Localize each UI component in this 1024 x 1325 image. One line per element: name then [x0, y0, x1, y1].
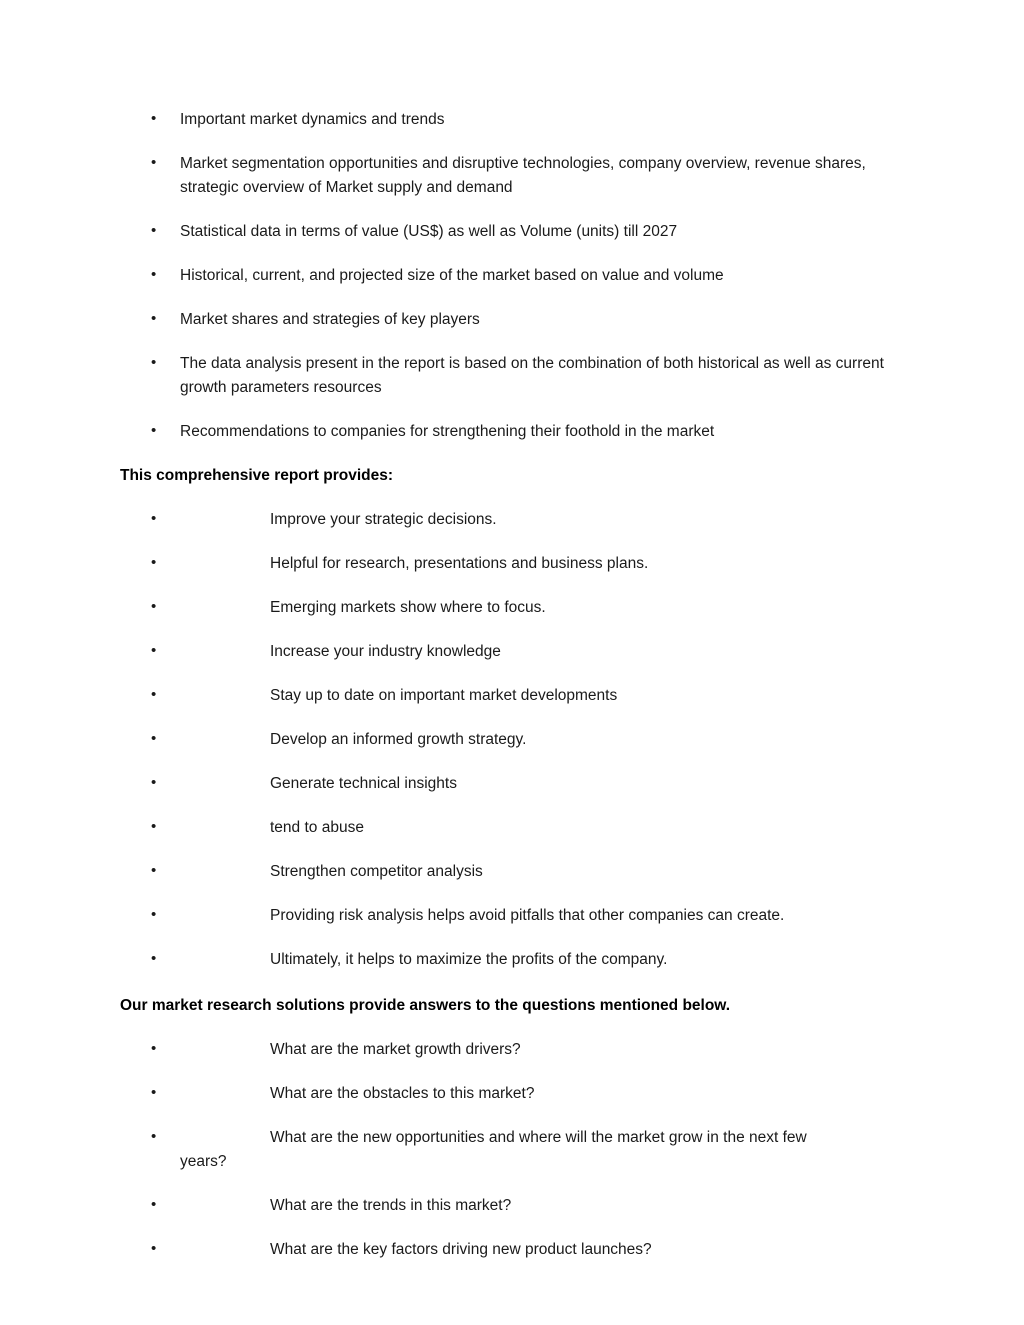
list-item: • Stay up to date on important market developments [120, 684, 904, 708]
list-item: • Improve your strategic decisions. [120, 508, 904, 532]
benefits-list [120, 508, 904, 972]
list-item: • Statistical data in terms of value (US$) as well as Volume (units) till 2027 [120, 220, 904, 244]
list-item [120, 1126, 904, 1174]
list-item: • Ultimately, it helps to maximize the profits of the company. [120, 948, 904, 972]
list-item-continuation: years? [180, 1153, 227, 1171]
list-item: • Market segmentation opportunities and disruptive technologies, company overview, revenue shares, strategic overview of Market supply and demand [120, 152, 904, 200]
top-bullet-list [120, 108, 904, 444]
list-item: • Generate technical insights [120, 772, 904, 796]
section-heading-report-provides: This comprehensive report provides: [120, 467, 394, 485]
section-heading-questions: Our market research solutions provide answers to the questions mentioned below. [120, 997, 731, 1015]
list-item: • What are the obstacles to this market? [120, 1082, 904, 1106]
list-item: • Strengthen competitor analysis [120, 860, 904, 884]
list-item: • What are the trends in this market? [120, 1194, 904, 1218]
list-item: • The data analysis present in the report is based on the combination of both historical as well as current growth parameters resources [120, 352, 904, 400]
list-item: • What are the key factors driving new product launches? [120, 1238, 904, 1262]
list-item: • Recommendations to companies for strengthening their foothold in the market [120, 420, 904, 444]
list-item: • Increase your industry knowledge [120, 640, 904, 664]
list-item: • Providing risk analysis helps avoid pitfalls that other companies can create. [120, 904, 904, 928]
list-item-text: What are the new opportunities and where will the market grow in the next few [270, 1129, 807, 1147]
list-item: • Helpful for research, presentations and business plans. [120, 552, 904, 576]
list-item: • Market shares and strategies of key players [120, 308, 904, 332]
list-item: • What are the market growth drivers? [120, 1038, 904, 1062]
list-item: • Emerging markets show where to focus. [120, 596, 904, 620]
list-item: • Historical, current, and projected size of the market based on value and volume [120, 264, 904, 288]
list-item: • Important market dynamics and trends [120, 108, 904, 132]
list-item: • tend to abuse [120, 816, 904, 840]
questions-list [120, 1038, 904, 1262]
list-item: • Develop an informed growth strategy. [120, 728, 904, 752]
